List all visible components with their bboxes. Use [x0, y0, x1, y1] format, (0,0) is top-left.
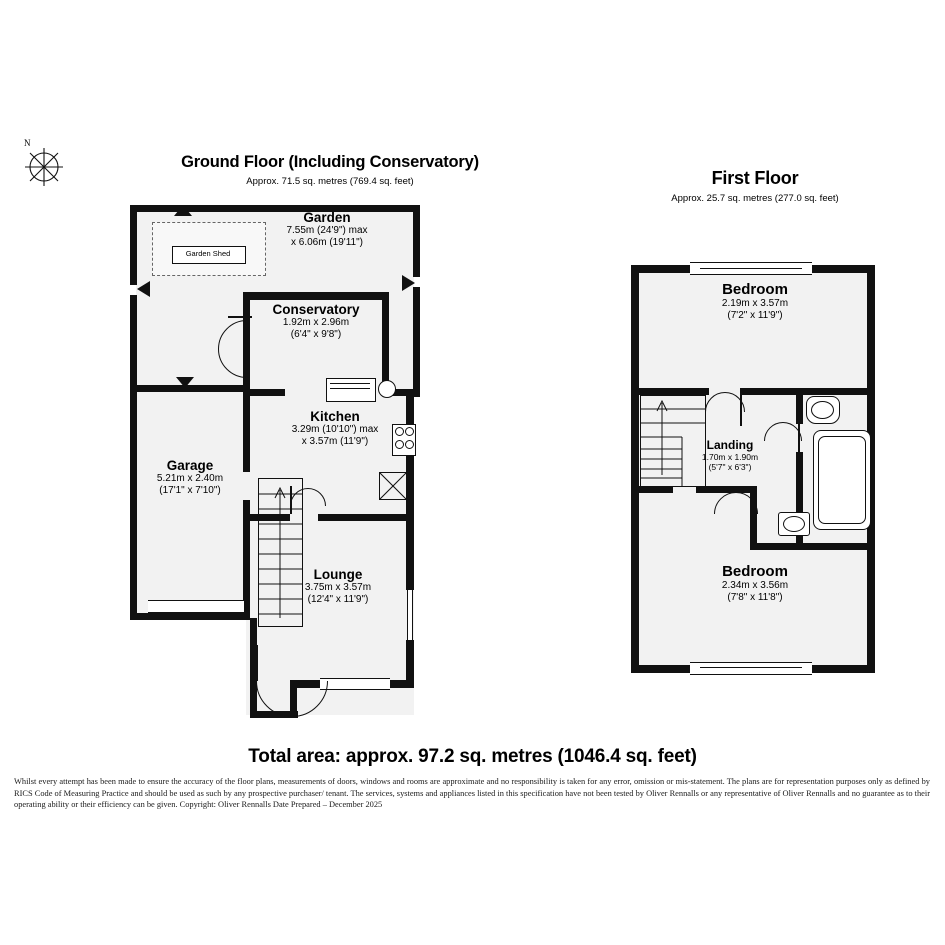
- compass-north-label: N: [24, 138, 31, 148]
- wall-landing-right: [750, 486, 757, 550]
- toilet-bowl: [811, 401, 834, 419]
- garden-gap-arrow-bottom: [172, 375, 198, 389]
- ground-floor-subtitle: Approx. 71.5 sq. metres (769.4 sq. feet): [246, 176, 414, 187]
- room-label-lounge: Lounge 3.75m x 3.57m (12'4" x 11'9"): [304, 567, 372, 605]
- ground-floor-title: Ground Floor (Including Conservatory): [181, 153, 479, 171]
- front-door-leaf: [256, 645, 258, 681]
- garden-gap-arrow-left: [136, 277, 152, 301]
- garden-gap-arrow-right: [400, 271, 416, 295]
- kitchen-sink-line1: [330, 383, 370, 384]
- garage-floor: [136, 391, 246, 616]
- garden-shed-label: Garden Shed: [185, 249, 231, 258]
- room-label-bedroom-1: Bedroom 2.19m x 3.57m (7'2" x 11'9"): [721, 281, 789, 321]
- total-area-text: Total area: approx. 97.2 sq. metres (1046.4 sq. feet): [248, 746, 697, 767]
- window-lounge-front: [320, 678, 390, 690]
- window-bedroom2: [690, 662, 812, 675]
- wall-left-upper: [130, 205, 137, 285]
- room-label-conservatory: Conservatory 1.92m x 2.96m (6'4" x 9'8"): [272, 302, 360, 340]
- wall-kitchen-lounge-right: [318, 514, 414, 521]
- room-label-garage: Garage 5.21m x 2.40m (17'1" x 7'10"): [156, 458, 224, 496]
- bedroom1-door-leaf: [740, 392, 742, 426]
- window-bedroom2-line: [700, 667, 802, 668]
- wall-b1-landing-right: [740, 388, 875, 395]
- room-label-garden: Garden 7.55m (24'9") max x 6.06m (19'11"): [286, 210, 368, 248]
- bathroom-door-leaf: [798, 422, 800, 454]
- bath-inner: [818, 436, 866, 524]
- wall-bathroom-upper: [796, 388, 803, 424]
- wall-garage-kitchen-lower: [243, 500, 250, 620]
- wall-garage-bottom: [130, 613, 250, 620]
- wall-landing-b2-right: [756, 543, 875, 550]
- room-label-kitchen: Kitchen 3.29m (10'10") max x 3.57m (11'9"): [291, 409, 379, 447]
- room-label-bedroom-2: Bedroom 2.34m x 3.56m (7'8" x 11'8"): [721, 563, 789, 603]
- wall-right-garden-lower: [413, 287, 420, 397]
- wall-b1-landing-left: [639, 388, 709, 395]
- basin-bowl: [783, 516, 805, 532]
- kitchen-sink-line2: [330, 388, 370, 389]
- garage-door: [148, 600, 244, 613]
- wall-landing-b2-left: [639, 486, 673, 493]
- first-floor-title: First Floor: [711, 168, 799, 188]
- wall-conservatory-top: [243, 292, 389, 299]
- wall-first-left: [631, 265, 639, 673]
- room-label-landing: Landing 1.70m x 1.90m (5'7" x 6'3"): [701, 438, 759, 473]
- kitchen-sink-bowl: [378, 380, 396, 398]
- first-floor-subtitle: Approx. 25.7 sq. metres (277.0 sq. feet): [671, 193, 839, 204]
- kitchen-appliance-icon: [379, 472, 407, 500]
- bedroom2-door-leaf: [716, 490, 754, 492]
- disclaimer-text: Whilst every attempt has been made to ensure the accuracy of the floor plans, measurements of doors, windows and rooms are approximate and no responsibility is taken for any error, omission or mis-statement. The plans are for representation purposes only as defined by RICS Code of Measuring Practice and should be used as such by any prospective purchaser/ tenant. The services, systems and appliances listed in this specification have not been tested by Oliver Rennalls or any representative of Oliver Rennalls and no guarantee as to their operating ability or their efficiency can be given. Copyright: Oliver Rennalls Date Prepared – December 2025: [14, 777, 930, 810]
- window-bedroom1-line: [700, 268, 802, 269]
- garden-gap-arrow-top: [170, 204, 196, 218]
- conservatory-glazing-line: [250, 299, 383, 300]
- kitchen-sink-unit: [326, 378, 376, 402]
